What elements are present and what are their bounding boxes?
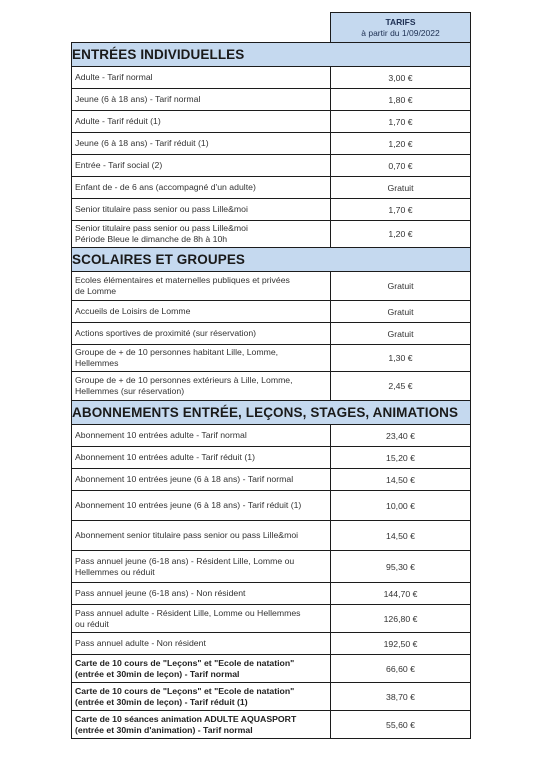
tariff-label-line: Adulte - Tarif normal xyxy=(75,72,153,82)
header-blank-cell xyxy=(72,13,331,43)
tariff-price: 0,70 € xyxy=(331,155,471,177)
tariff-table xyxy=(71,12,471,739)
tariff-label xyxy=(72,711,331,739)
table-row xyxy=(72,323,471,345)
tariff-label xyxy=(72,89,331,111)
tariff-label-line: Jeune (6 à 18 ans) - Tarif normal xyxy=(75,94,201,104)
table-row xyxy=(72,521,471,551)
tariff-label-line: Abonnement 10 entrées adulte - Tarif normal xyxy=(75,430,247,440)
tariff-label xyxy=(72,323,331,345)
tariff-price: 55,60 € xyxy=(331,711,471,739)
tariff-label xyxy=(72,372,331,401)
tariff-label xyxy=(72,67,331,89)
tariff-label xyxy=(72,199,331,221)
section-header-row xyxy=(72,248,471,272)
tariff-label xyxy=(72,425,331,447)
tariff-price: 95,30 € xyxy=(331,551,471,583)
tariff-header xyxy=(331,13,471,43)
tariff-label xyxy=(72,133,331,155)
table-row xyxy=(72,67,471,89)
tariff-label-line: Pass annuel adulte - Résident Lille, Lomme ou Hellemmes xyxy=(75,607,301,618)
tariff-label-line: Abonnement 10 entrées jeune (6 à 18 ans) - Tarif normal xyxy=(75,474,294,484)
tariff-price: 1,80 € xyxy=(331,89,471,111)
table-row xyxy=(72,711,471,739)
tariff-price: 2,45 € xyxy=(331,372,471,401)
tariff-label xyxy=(72,655,331,683)
tariff-label-line: (entrée et 30min de leçon) - Tarif normal xyxy=(75,668,240,679)
tariff-label-line: Hellemmes xyxy=(75,358,119,368)
tariff-label xyxy=(72,111,331,133)
table-row xyxy=(72,551,471,583)
table-row xyxy=(72,605,471,633)
tariff-price: 126,80 € xyxy=(331,605,471,633)
tariff-label-line: Carte de 10 cours de "Leçons" et "Ecole de natation" xyxy=(75,657,295,668)
section-title: ABONNEMENTS ENTRÉE, LEÇONS, STAGES, ANIMATIONS xyxy=(72,401,471,425)
tariff-label-line: Abonnement senior titulaire pass senior ou pass Lille&moi xyxy=(75,530,299,540)
section-title: SCOLAIRES ET GROUPES xyxy=(72,248,471,272)
table-row xyxy=(72,177,471,199)
tariff-price: 144,70 € xyxy=(331,583,471,605)
tariff-label xyxy=(72,583,331,605)
table-row xyxy=(72,683,471,711)
tariff-label-line: Senior titulaire pass senior ou pass Lille&moi xyxy=(75,204,248,214)
section-header-row xyxy=(72,43,471,67)
tariff-label-line: Jeune (6 à 18 ans) - Tarif réduit (1) xyxy=(75,138,209,148)
table-row xyxy=(72,133,471,155)
section-header-row xyxy=(72,401,471,425)
tariff-label-line: Groupe de + de 10 personnes extérieurs à Lille, Lomme, xyxy=(75,375,293,385)
tariff-price: 14,50 € xyxy=(331,469,471,491)
tariff-label-line: Ecoles élémentaires et maternelles publiques et privées xyxy=(75,275,290,285)
tariff-label xyxy=(72,633,331,655)
tariff-label xyxy=(72,447,331,469)
tariff-price: 38,70 € xyxy=(331,683,471,711)
table-row xyxy=(72,272,471,301)
tariff-price: Gratuit xyxy=(331,301,471,323)
tariff-price: 192,50 € xyxy=(331,633,471,655)
table-row xyxy=(72,469,471,491)
tariff-label-line: Pass annuel adulte - Non résident xyxy=(75,638,206,648)
tariff-label xyxy=(72,272,331,301)
tariff-price: 1,30 € xyxy=(331,345,471,372)
table-row xyxy=(72,655,471,683)
tariff-sheet xyxy=(71,12,470,739)
table-row xyxy=(72,345,471,372)
tariff-price: 1,20 € xyxy=(331,133,471,155)
tariff-label-line: (entrée et 30min de leçon) - Tarif réduit (1) xyxy=(75,696,248,707)
tariff-label xyxy=(72,469,331,491)
table-row xyxy=(72,583,471,605)
table-row xyxy=(72,633,471,655)
tariff-label xyxy=(72,521,331,551)
table-header-row xyxy=(72,13,471,43)
tariff-label xyxy=(72,683,331,711)
tariff-price: 1,70 € xyxy=(331,111,471,133)
tariff-label xyxy=(72,551,331,583)
tariff-price: Gratuit xyxy=(331,177,471,199)
tariff-label-line: Senior titulaire pass senior ou pass Lille&moi xyxy=(75,223,248,233)
tariff-label xyxy=(72,301,331,323)
table-row xyxy=(72,425,471,447)
tariff-label-line: Hellemmes ou réduit xyxy=(75,566,155,577)
tariff-label xyxy=(72,345,331,372)
tariff-label-line: Adulte - Tarif réduit (1) xyxy=(75,116,161,126)
table-row xyxy=(72,221,471,248)
tariff-label xyxy=(72,491,331,521)
tariff-label xyxy=(72,155,331,177)
tariff-label xyxy=(72,221,331,248)
tariff-price: Gratuit xyxy=(331,272,471,301)
tariff-label-line: de Lomme xyxy=(75,286,117,296)
tariff-label-line: Pass annuel jeune (6-18 ans) - Résident Lille, Lomme ou xyxy=(75,555,295,566)
table-row xyxy=(72,447,471,469)
tariff-label-line: Carte de 10 séances animation ADULTE AQUASPORT xyxy=(75,713,297,724)
tariff-price: 14,50 € xyxy=(331,521,471,551)
table-row xyxy=(72,155,471,177)
tariff-price: 66,60 € xyxy=(331,655,471,683)
table-row xyxy=(72,301,471,323)
tariff-price: 15,20 € xyxy=(331,447,471,469)
tariff-price: Gratuit xyxy=(331,323,471,345)
tariff-label-line: ou réduit xyxy=(75,618,109,629)
tariff-header-title: TARIFS xyxy=(385,16,416,27)
tariff-label xyxy=(72,177,331,199)
table-row xyxy=(72,89,471,111)
tariff-label xyxy=(72,605,331,633)
tariff-label-line: Actions sportives de proximité (sur réservation) xyxy=(75,328,257,338)
tariff-label-line: Carte de 10 cours de "Leçons" et "Ecole de natation" xyxy=(75,685,295,696)
tariff-price: 23,40 € xyxy=(331,425,471,447)
tariff-price: 1,20 € xyxy=(331,221,471,248)
table-row xyxy=(72,199,471,221)
tariff-label-line: (entrée et 30min d'animation) - Tarif normal xyxy=(75,724,253,735)
tariff-label-line: Abonnement 10 entrées jeune (6 à 18 ans) - Tarif réduit (1) xyxy=(75,500,302,510)
tariff-label-line: Groupe de + de 10 personnes habitant Lille, Lomme, xyxy=(75,347,279,357)
tariff-label-line: Enfant de - de 6 ans (accompagné d'un adulte) xyxy=(75,182,256,192)
tariff-price: 10,00 € xyxy=(331,491,471,521)
tariff-header-subtitle: à partir du 1/09/2022 xyxy=(361,27,440,38)
tariff-price: 1,70 € xyxy=(331,199,471,221)
section-title: ENTRÉES INDIVIDUELLES xyxy=(72,43,471,67)
tariff-label-line: Accueils de Loisirs de Lomme xyxy=(75,306,191,316)
tariff-label-line: Pass annuel jeune (6-18 ans) - Non résident xyxy=(75,588,246,598)
tariff-price: 3,00 € xyxy=(331,67,471,89)
tariff-label-line: Période Bleue le dimanche de 8h à 10h xyxy=(75,234,228,244)
tariff-label-line: Hellemmes (sur réservation) xyxy=(75,386,185,396)
table-row xyxy=(72,491,471,521)
tariff-label-line: Abonnement 10 entrées adulte - Tarif réduit (1) xyxy=(75,452,255,462)
table-row xyxy=(72,111,471,133)
tariff-label-line: Entrée - Tarif social (2) xyxy=(75,160,163,170)
table-row xyxy=(72,372,471,401)
